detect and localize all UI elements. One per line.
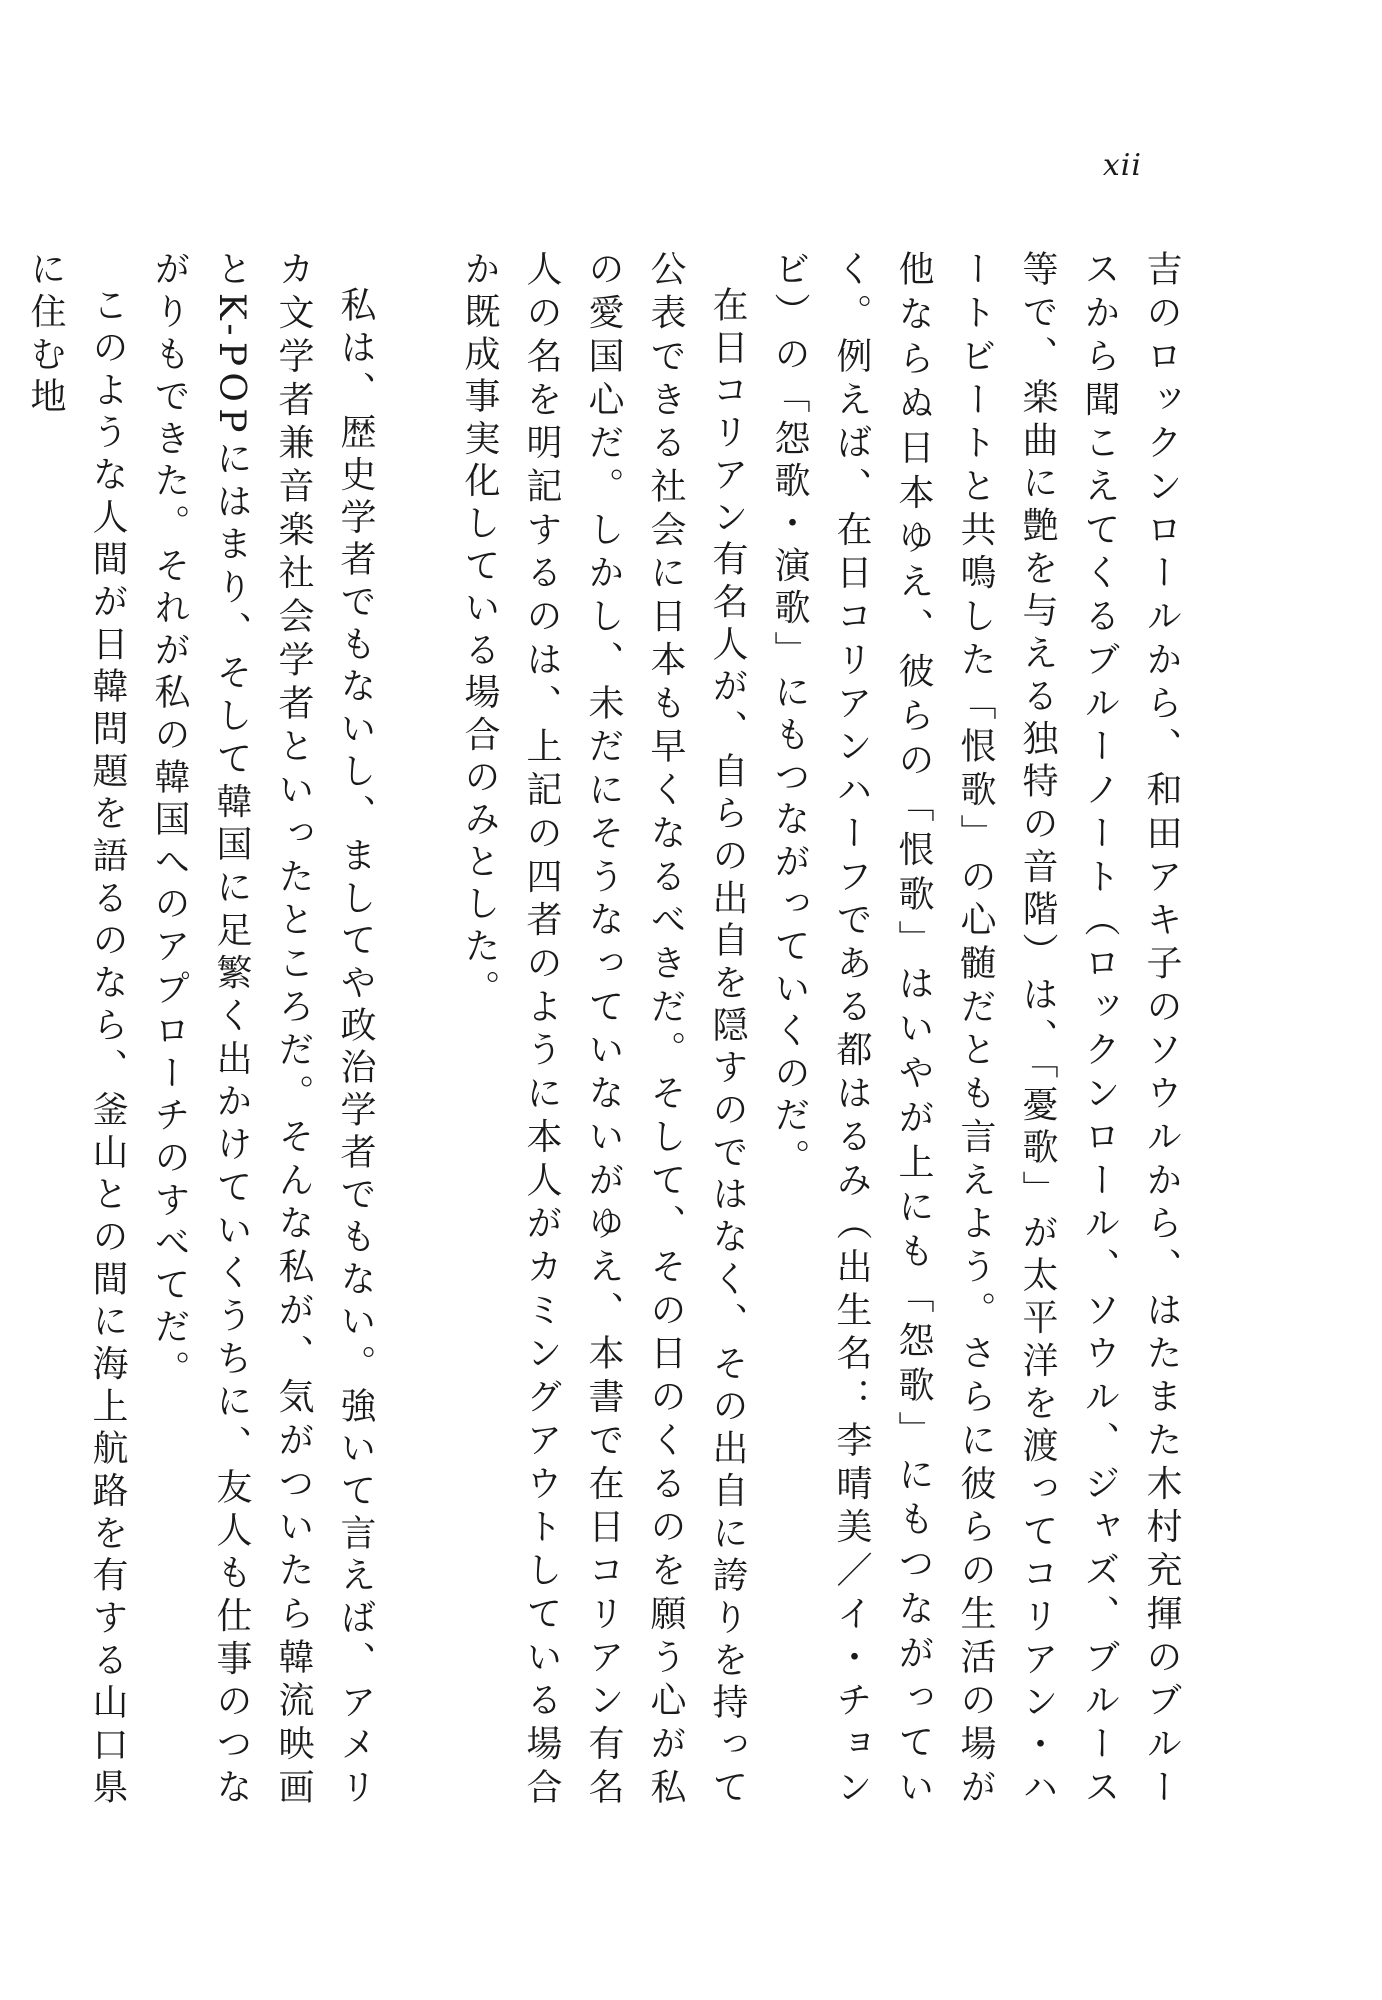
body-text — [14, 250, 1192, 1810]
paragraph-spacer — [386, 250, 448, 1810]
page-number: xii — [1102, 148, 1142, 183]
paragraph: 吉のロックンロールから、和田アキ子のソウルから、はたまた木村充揮のブルースから聞こえてくるブルーノート（ロックンロール、ソウル、ジャズ、ブルース等で、楽曲に艶を与える独特の音階）は、「憂歌」が太平洋を渡ってコリアン・ハートビートと共鳴した「恨歌」の心髄だとも言えよう。さらに彼らの生活の場が他ならぬ日本ゆえ、彼らの「恨歌」はいやが上にも「怨歌」にもつながっていく。例えば、在日コリアンハーフである都はるみ（出生名：李晴美／イ・チョンビ）の「怨歌・演歌」にもつながっていくのだ。 — [769, 250, 1182, 1810]
paragraph: 私は、歴史学者でもないし、ましてや政治学者でもない。強いて言えば、アメリカ文学者兼音楽社会学者といったところだ。そんな私が、気がついたら韓流映画とK-POPにはまり、そして韓国に足繁く出かけていくうちに、友人も仕事のつながりもできた。それが私の韓国へのアプローチのすべてだ。 — [149, 250, 376, 1810]
paragraph: このような人間が日韓問題を語るのなら、釜山との間に海上航路を有する山口県に住む地 — [25, 250, 128, 1810]
paragraph: 在日コリアン有名人が、自らの出自を隠すのではなく、その出自に誇りを持って公表できる社会に日本も早くなるべきだ。そして、その日のくるのを願う心が私の愛国心だ。しかし、未だにそうなっていないがゆえ、本書で在日コリアン有名人の名を明記するのは、上記の四者のように本人がカミングアウトしている場合か既成事実化している場合のみとした。 — [459, 250, 748, 1810]
